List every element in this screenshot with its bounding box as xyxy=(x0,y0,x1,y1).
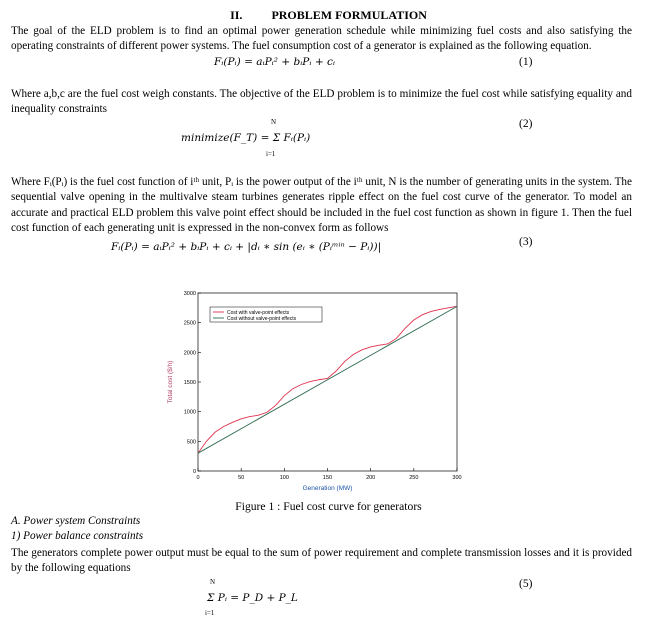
x-tick-label: 300 xyxy=(452,475,462,481)
paragraph-3: Where Fᵢ(Pᵢ) is the fuel cost function of iᵗʰ unit, Pᵢ is the power output of the iᵗʰ unit, N is the number of generating units in the system. The sequential valve opening in the multivalve steam turbines generates ripple effect on the fuel cost curve of the generator. To model an accurate and practical ELD problem this valve point effect should be included in the fuel cost function as shown in figure 1. Then the fuel cost function of each generating unit is expressed in the non-convex form as follows xyxy=(11,176,632,235)
x-tick-label: 250 xyxy=(409,475,419,481)
equation-5: Σ Pᵢ = P_D + P_L xyxy=(207,592,298,604)
x-tick-label: 200 xyxy=(366,475,376,481)
section-heading xyxy=(0,8,657,23)
x-tick-label: 100 xyxy=(279,475,289,481)
y-tick-label: 1500 xyxy=(183,380,196,386)
x-tick-label: 50 xyxy=(238,475,245,481)
equation-2: minimize(F_T) = Σ Fᵢ(Pᵢ) xyxy=(181,132,311,144)
equation-2-number: (2) xyxy=(519,118,533,130)
equation-2-sum-lower: i=1 xyxy=(266,150,276,158)
chart-y-axis-label: Total cost ($/h) xyxy=(167,360,174,404)
paragraph-1: The goal of the ELD problem is to find an optimal power generation schedule while minimizing fuel costs and also satisfying the operating constraints of different power systems. The fuel consumption cost of a generator is explained as the following equation. xyxy=(11,25,632,53)
equation-5-sum-lower: i=1 xyxy=(205,609,215,617)
equation-3: Fᵢ(Pᵢ) = aᵢPᵢ² + bᵢPᵢ + cᵢ + |dᵢ ∗ sin (eᵢ ∗ (Pᵢᵐⁱⁿ − Pᵢ))| xyxy=(111,241,382,253)
legend-entry: Cost without valve-point effects xyxy=(227,315,297,322)
y-tick-label: 3000 xyxy=(183,291,196,297)
x-tick-label: 0 xyxy=(196,475,200,481)
equation-1-number: (1) xyxy=(519,56,533,68)
chart-legend xyxy=(210,307,322,322)
fuel-cost-chart xyxy=(160,285,480,497)
paragraph-2: Where a,b,c are the fuel cost weigh constants. The objective of the ELD problem is to minimize the fuel cost while satisfying equality and inequality constraints xyxy=(11,88,632,116)
subsection-1: 1) Power balance constraints xyxy=(11,530,144,542)
y-tick-label: 2500 xyxy=(183,320,196,327)
legend-entry: Cost with valve-point effects xyxy=(227,309,290,316)
x-tick-label: 150 xyxy=(322,475,333,481)
subsection-a: A. Power system Constraints xyxy=(11,515,141,527)
equation-2-sum-upper: N xyxy=(271,118,277,126)
section-title: PROBLEM FORMULATION xyxy=(271,8,427,22)
figure-caption: Figure 1 : Fuel cost curve for generators xyxy=(235,500,422,513)
paragraph-4: The generators complete power output must be equal to the sum of power requirement and complete transmission losses and it is provided by the following equations xyxy=(11,547,632,575)
y-tick-label: 0 xyxy=(192,469,196,475)
y-tick-label: 1000 xyxy=(183,409,196,416)
equation-5-sum-upper: N xyxy=(210,578,216,586)
equation-5-number: (5) xyxy=(519,578,533,590)
equation-3-number: (3) xyxy=(519,236,533,248)
equation-1: Fᵢ(Pᵢ) = aᵢPᵢ² + bᵢPᵢ + cᵢ xyxy=(214,56,335,68)
y-tick-label: 2000 xyxy=(183,350,196,357)
chart-x-axis-label: Generation (MW) xyxy=(302,485,353,492)
y-tick-label: 500 xyxy=(186,439,196,446)
section-number: II. xyxy=(230,8,243,22)
